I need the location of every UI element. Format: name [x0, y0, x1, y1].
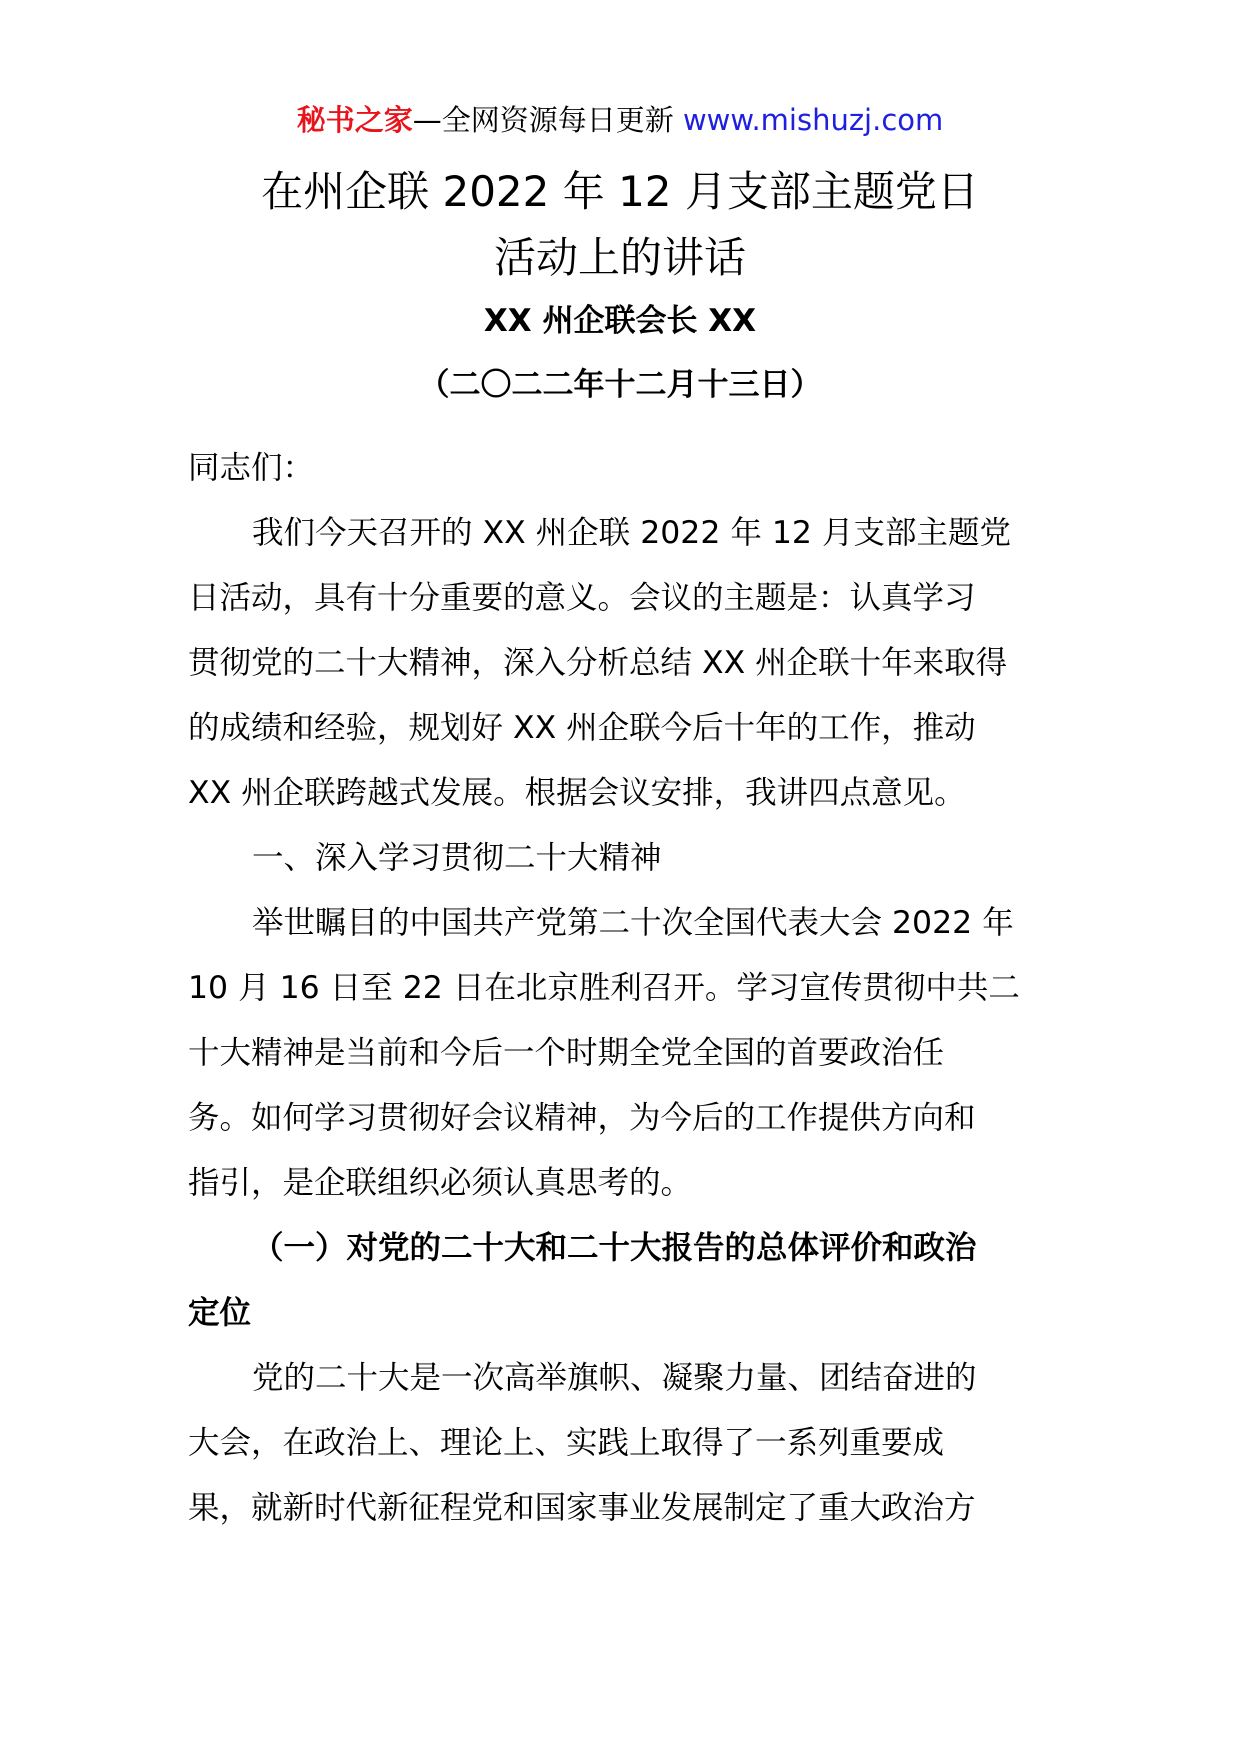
site-link[interactable]: www.mishuzj.com: [682, 103, 944, 137]
document-body: [188, 436, 1056, 1541]
subsection-heading: 定位: [188, 1295, 252, 1331]
site-header: [0, 100, 1240, 140]
header-tagline: —全网资源每日更新: [412, 103, 683, 137]
salutation: 同志们：: [188, 450, 315, 486]
paragraph-line: 果，就新时代新征程党和国家事业发展制定了重大政治方: [188, 1490, 976, 1526]
paragraph-line: 务。如何学习贯彻好会议精神，为今后的工作提供方向和: [188, 1100, 976, 1136]
paragraph-line: 大会，在政治上、理论上、实践上取得了一系列重要成: [188, 1425, 945, 1461]
document-title-line-2: 活动上的讲话: [493, 233, 746, 282]
brand-name: 秘书之家: [296, 103, 413, 137]
section-heading: 一、深入学习贯彻二十大精神: [252, 840, 662, 876]
paragraph-line: 日活动，具有十分重要的意义。会议的主题是：认真学习: [188, 580, 976, 616]
document-date: （二〇二二年十二月十三日）: [418, 367, 822, 403]
paragraph-line: 举世瞩目的中国共产党第二十次全国代表大会 2022 年: [252, 905, 1014, 941]
subsection-heading: （一）对党的二十大和二十大报告的总体评价和政治: [252, 1230, 977, 1266]
document-author: XX 州企联会长 XX: [483, 303, 757, 339]
paragraph-line: 10 月 16 日至 22 日在北京胜利召开。学习宣传贯彻中共二: [188, 970, 1020, 1006]
paragraph-line: 党的二十大是一次高举旗帜、凝聚力量、团结奋进的: [252, 1360, 977, 1396]
paragraph-line: 指引，是企联组织必须认真思考的。: [188, 1165, 693, 1201]
paragraph-line: 我们今天召开的 XX 州企联 2022 年 12 月支部主题党: [252, 515, 1011, 551]
paragraph-line: 贯彻党的二十大精神，深入分析总结 XX 州企联十年来取得: [188, 645, 1008, 681]
paragraph-line: 的成绩和经验，规划好 XX 州企联今后十年的工作，推动: [188, 710, 976, 746]
document-title-line-1: 在州企联 2022 年 12 月支部主题党日: [261, 167, 979, 216]
paragraph-line: 十大精神是当前和今后一个时期全党全国的首要政治任: [188, 1035, 945, 1071]
paragraph-line: XX 州企联跨越式发展。根据会议安排，我讲四点意见。: [188, 775, 966, 811]
